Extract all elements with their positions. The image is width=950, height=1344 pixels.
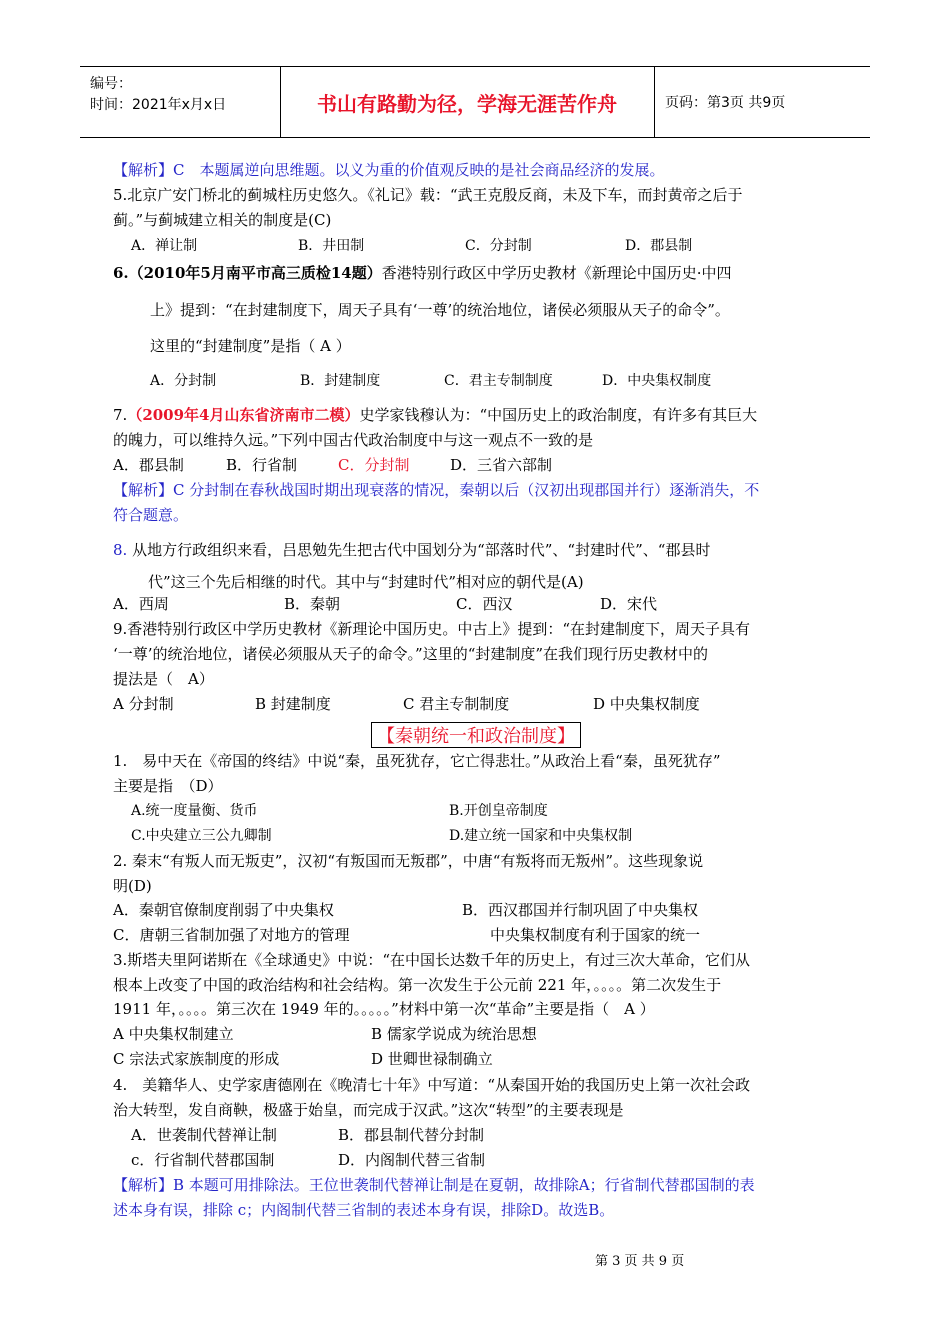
q7-source: （2009年4月山东省济南市二模） bbox=[127, 406, 360, 424]
q6-text: 香港特别行政区中学历史教材《新理论中国历史·中四 bbox=[381, 264, 732, 282]
question-7-line1 bbox=[113, 405, 757, 425]
q9-option-d: D 中央集权制度 bbox=[593, 695, 700, 713]
q5-option-d: D．郡县制 bbox=[625, 238, 693, 254]
q7-option-d: D．三省六部制 bbox=[450, 456, 553, 474]
qin-question-1-line2: 主要是指 （D） bbox=[113, 777, 223, 795]
q8-option-b: B．秦朝 bbox=[284, 595, 341, 613]
question-9-line2: ‘一尊’的统治地位，诸侯必须服从天子的命令。”这里的“封建制度”在我们现行历史教材中的 bbox=[113, 645, 709, 663]
q8-text: 从地方行政组织来看，吕思勉先生把古代中国划分为“部落时代”、“封建时代”、“郡县时 bbox=[132, 541, 711, 559]
q5-option-b: B．井田制 bbox=[298, 238, 365, 254]
qin-question-4-line1: 4. 美籍华人、史学家唐德刚在《晚清七十年》中写道：“从秦国开始的我国历史上第一次社会政 bbox=[113, 1076, 750, 1094]
question-5-line1: 5.北京广安门桥北的蓟城柱历史悠久。《礼记》载：“武王克殷反商，未及下车，而封黄帝之后于 bbox=[113, 186, 743, 204]
question-9-line1: 9.香港特别行政区中学历史教材《新理论中国历史。中古上》提到：“在封建制度下，周天子具有 bbox=[113, 620, 750, 638]
doc-number-label: 编号： bbox=[90, 76, 132, 92]
q8-option-d: D．宋代 bbox=[600, 595, 658, 613]
qin-question-2-line2: 明(D) bbox=[113, 877, 152, 895]
qin-question-3-line3: 1911 年，。。。。第三次在 1949 年的。。。。。”材料中第一次“革命”主要是指（ A ） bbox=[113, 1000, 655, 1018]
header-meta bbox=[80, 67, 281, 137]
analysis-qin-q4-line1 bbox=[113, 1175, 755, 1195]
q6-option-a: A．分封制 bbox=[150, 373, 217, 389]
header-page-label: 页码：第3页 共9页 bbox=[665, 95, 786, 111]
analysis-q4: 【解析】C 本题属逆向思维题。以义为重的价值观反映的是社会商品经济的发展。 bbox=[113, 161, 665, 179]
qin-q1-option-a: A.统一度量衡、货币 bbox=[131, 803, 258, 819]
q7-text: 史学家钱穆认为：“中国历史上的政治制度，有许多有其巨大 bbox=[359, 406, 758, 424]
section-title: 【秦朝统一和政治制度】 bbox=[371, 722, 581, 748]
q9-option-a: A 分封制 bbox=[113, 695, 174, 713]
q7-number: 7. bbox=[113, 406, 128, 424]
qin-q4-option-a: A．世袭制代替禅让制 bbox=[131, 1126, 277, 1144]
qin-question-3-line1: 3.斯塔夫里阿诺斯在《全球通史》中说：“在中国长达数千年的历史上，有过三次大革命，它们从 bbox=[113, 951, 750, 969]
question-7-line2: 的魄力，可以维持久远。”下列中国古代政治制度中与这一观点不一致的是 bbox=[113, 431, 594, 449]
analysis-text: B 本题可用排除法。王位世袭制代替禅让制是在夏朝，故排除A；行省制代替郡国制的表 bbox=[173, 1176, 755, 1194]
analysis-q7-line2: 符合题意。 bbox=[113, 506, 189, 524]
page-footer: 第 3 页 共 9 页 bbox=[595, 1254, 685, 1269]
analysis-qin-q4-line2: 述本身有误，排除 c；内阁制代替三省制的表述本身有误，排除D。故选B。 bbox=[113, 1201, 615, 1219]
qin-question-4-line2: 治大转型，发自商鞅，极盛于始皇，而完成于汉武。”这次“转型”的主要表现是 bbox=[113, 1101, 624, 1119]
qin-q1-option-c: C.中央建立三公九卿制 bbox=[131, 828, 272, 844]
question-6-line1 bbox=[113, 263, 732, 283]
qin-q2-option-a: A．秦朝官僚制度削弱了中央集权 bbox=[113, 901, 334, 919]
qin-q3-option-b: B 儒家学说成为统治思想 bbox=[371, 1025, 537, 1043]
qin-q4-option-d: D．内阁制代替三省制 bbox=[338, 1151, 486, 1169]
page-header bbox=[80, 66, 870, 138]
question-6-line2: 上》提到：“在封建制度下，周天子具有‘一尊’的统治地位，诸侯必须服从天子的命令”。 bbox=[150, 301, 730, 319]
q8-option-c: C．西汉 bbox=[456, 595, 513, 613]
qin-q4-option-b: B．郡县制代替分封制 bbox=[338, 1126, 485, 1144]
q6-source: 6.（2010年5月南平市高三质检14题） bbox=[113, 264, 382, 282]
q8-number: 8. bbox=[113, 541, 128, 559]
q6-option-d: D．中央集权制度 bbox=[602, 373, 712, 389]
analysis-tag: 【解析】 bbox=[113, 1176, 174, 1194]
qin-q2-option-b: B．西汉郡国并行制巩固了中央集权 bbox=[462, 901, 699, 919]
q5-option-c: C．分封制 bbox=[465, 238, 532, 254]
question-9-line3: 提法是（ A） bbox=[113, 670, 214, 688]
qin-question-2-line1: 2. 秦末“有叛人而无叛吏”，汉初“有叛国而无叛郡”，中唐“有叛将而无叛州”。这些现象说 bbox=[113, 852, 704, 870]
qin-q2-option-d: 中央集权制度有利于国家的统一 bbox=[490, 926, 701, 944]
qin-q3-option-d: D 世卿世禄制确立 bbox=[371, 1050, 493, 1068]
q6-option-c: C．君主专制制度 bbox=[444, 373, 553, 389]
qin-q2-option-c: C．唐朝三省制加强了对地方的管理 bbox=[113, 926, 350, 944]
q6-option-b: B．封建制度 bbox=[300, 373, 381, 389]
q7-option-b: B．行省制 bbox=[226, 456, 298, 474]
question-8-line1 bbox=[113, 540, 710, 560]
qin-q1-option-d: D.建立统一国家和中央集权制 bbox=[449, 828, 633, 844]
question-6-line3: 这里的“封建制度”是指（ A ） bbox=[150, 337, 351, 355]
q5-option-a: A．禅让制 bbox=[131, 238, 198, 254]
question-8-line2: 代”这三个先后相继的时代。其中与“封建时代”相对应的朝代是(A) bbox=[148, 573, 584, 591]
analysis-q7-line1: 【解析】C 分封制在春秋战国时期出现衰落的情况，秦朝以后（汉初出现郡国并行）逐渐消失，不 bbox=[113, 481, 760, 499]
q9-option-c: C 君主专制制度 bbox=[403, 695, 510, 713]
qin-q4-option-c: c．行省制代替郡国制 bbox=[131, 1151, 275, 1169]
qin-question-1-line1: 1. 易中天在《帝国的终结》中说“秦，虽死犹存，它亡得悲壮。”从政治上看“秦，虽死犹存” bbox=[113, 752, 721, 770]
question-5-line2: 蓟。”与蓟城建立相关的制度是(C) bbox=[113, 211, 332, 229]
q8-option-a: A．西周 bbox=[113, 595, 169, 613]
q7-option-c: C．分封制 bbox=[338, 456, 410, 474]
qin-q3-option-a: A 中央集权制建立 bbox=[113, 1025, 234, 1043]
q9-option-b: B 封建制度 bbox=[255, 695, 331, 713]
q7-option-a: A．郡县制 bbox=[113, 456, 184, 474]
qin-q3-option-c: C 宗法式家族制度的形成 bbox=[113, 1050, 280, 1068]
qin-question-3-line2: 根本上改变了中国的政治结构和社会结构。第一次发生于公元前 221 年，。。。。第二次发生于 bbox=[113, 976, 722, 994]
header-motto: 书山有路勤为径，学海无涯苦作舟 bbox=[280, 67, 655, 137]
qin-q1-option-b: B.开创皇帝制度 bbox=[449, 803, 548, 819]
doc-date-label: 时间：2021年x月x日 bbox=[90, 97, 227, 113]
